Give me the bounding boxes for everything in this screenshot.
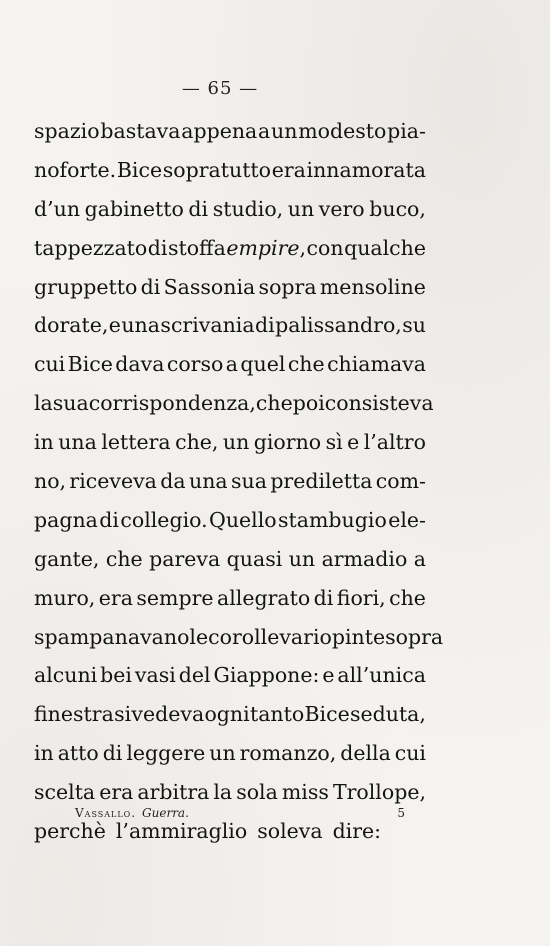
word: stambugio xyxy=(278,507,387,532)
word: gruppetto xyxy=(34,274,138,299)
text-line xyxy=(34,501,426,540)
word: scelta xyxy=(34,780,96,805)
word: muro, xyxy=(34,585,96,610)
word: vedeva xyxy=(131,702,205,727)
word: lettera xyxy=(101,430,171,455)
word: spazio xyxy=(34,119,100,143)
text-line xyxy=(34,540,426,579)
word: e xyxy=(347,430,360,455)
text-line xyxy=(34,190,426,229)
word: da xyxy=(160,469,186,494)
word: del xyxy=(178,663,211,688)
text-line xyxy=(34,112,426,151)
word: a xyxy=(258,119,271,143)
body-text xyxy=(34,112,444,851)
word: con xyxy=(306,235,344,260)
word: Bice xyxy=(67,352,113,377)
word: quasi xyxy=(226,546,283,571)
word: corolle xyxy=(208,624,280,649)
word: sì xyxy=(325,430,343,455)
word: su xyxy=(402,313,426,338)
word: in xyxy=(34,430,54,455)
word: di xyxy=(188,196,209,221)
word: cui xyxy=(394,741,426,766)
word: pareva xyxy=(149,546,221,571)
word: leggere xyxy=(126,741,206,766)
text-line xyxy=(34,579,426,618)
word: poi xyxy=(292,391,325,416)
word: innamorata xyxy=(306,157,426,182)
word: allegrato xyxy=(216,585,311,610)
word: noforte. xyxy=(34,157,117,182)
word: vasi xyxy=(134,663,176,688)
word: Sassonia xyxy=(163,274,256,299)
page-number: — 65 — xyxy=(181,78,259,99)
word: appena xyxy=(181,119,258,143)
word: soleva xyxy=(257,819,323,844)
word: armadio xyxy=(321,546,408,571)
word: una xyxy=(121,313,160,338)
word: arbitra xyxy=(137,780,210,805)
word: a xyxy=(413,546,426,571)
signature-mark: 5 xyxy=(397,806,405,820)
word: la xyxy=(34,391,53,416)
word: no, xyxy=(34,469,67,494)
word: collegio. xyxy=(120,507,208,532)
word: bastava xyxy=(100,119,181,143)
word: una xyxy=(58,430,97,455)
word: e xyxy=(108,313,121,338)
word: seduta, xyxy=(349,702,426,727)
footer-title: Guerra. xyxy=(142,806,189,820)
word: e xyxy=(322,663,335,688)
word: cui xyxy=(34,352,66,377)
word: quel xyxy=(240,352,286,377)
word: era xyxy=(271,157,306,182)
text-line xyxy=(34,423,426,462)
word: si xyxy=(114,702,132,727)
word: corrispondenza, xyxy=(88,391,256,416)
word: stoffa xyxy=(167,235,226,260)
word: un xyxy=(222,430,250,455)
word: tanto xyxy=(249,702,305,727)
word: che xyxy=(287,352,325,377)
word: sola xyxy=(236,780,278,805)
word: una xyxy=(189,469,228,494)
word: di xyxy=(99,507,119,532)
text-line xyxy=(34,306,426,345)
word: finestra xyxy=(34,702,114,727)
word: sopra xyxy=(385,624,444,649)
word: corso xyxy=(166,352,224,377)
word: sopra xyxy=(258,274,317,299)
word: buco, xyxy=(369,196,426,221)
word: alcuni xyxy=(34,663,98,688)
word: un xyxy=(287,196,315,221)
word: Trollope, xyxy=(332,780,426,805)
footer-author: Vassallo. xyxy=(75,806,137,820)
word: di xyxy=(255,313,275,338)
word: mensoline xyxy=(319,274,426,299)
word: spampanavano xyxy=(34,624,190,649)
text-line xyxy=(34,229,426,268)
word: atto xyxy=(57,741,99,766)
word: com- xyxy=(375,469,426,494)
word: Quello xyxy=(209,507,277,532)
word: dava xyxy=(115,352,165,377)
word: sopratutto xyxy=(162,157,272,182)
text-line xyxy=(34,618,444,657)
word: pagna xyxy=(34,507,98,532)
word: ele- xyxy=(388,507,426,532)
word: in xyxy=(34,741,54,766)
word: a xyxy=(225,352,238,377)
word: modesto xyxy=(298,119,387,143)
word: d’un xyxy=(34,196,81,221)
word: era xyxy=(99,780,134,805)
word: sempre xyxy=(136,585,214,610)
word: un xyxy=(209,741,236,766)
word: sua xyxy=(52,391,89,416)
word: prediletta xyxy=(270,469,373,494)
word: perchè xyxy=(34,819,106,844)
word: di xyxy=(140,274,161,299)
text-line xyxy=(34,462,426,501)
text-line xyxy=(34,384,434,423)
word: riceveva xyxy=(69,469,157,494)
word: palissandro, xyxy=(275,313,402,338)
word: che xyxy=(389,585,426,610)
text-line xyxy=(34,151,426,190)
word: dorate, xyxy=(34,313,109,338)
word: romanzo, xyxy=(239,741,337,766)
word: sua xyxy=(231,469,267,494)
word: consisteva xyxy=(324,391,434,416)
word: la xyxy=(213,780,233,805)
word: che, xyxy=(175,430,219,455)
text-line xyxy=(34,268,426,307)
word: Bice xyxy=(304,702,350,727)
word: tappezzato xyxy=(34,235,148,260)
word: della xyxy=(340,741,391,766)
word: miss xyxy=(281,780,329,805)
word: qualche xyxy=(344,235,426,260)
word: gabinetto xyxy=(84,196,184,221)
text-line xyxy=(34,734,426,773)
word: Bice xyxy=(116,157,163,182)
word: bei xyxy=(100,663,132,688)
word: di xyxy=(147,235,168,260)
word: di xyxy=(313,585,334,610)
word: che xyxy=(105,546,143,571)
word: chiamava xyxy=(327,352,426,377)
word: era xyxy=(98,585,133,610)
word: le xyxy=(189,624,209,649)
word: pia- xyxy=(387,119,426,143)
word: scrivania xyxy=(160,313,255,338)
word: fiori, xyxy=(336,585,386,610)
word: ogni xyxy=(204,702,250,727)
footer-credit xyxy=(75,806,189,820)
word: vero xyxy=(318,196,365,221)
word: di xyxy=(102,741,123,766)
word: dire: xyxy=(332,819,382,844)
text-line xyxy=(34,656,426,695)
word: l’ammiraglio xyxy=(115,819,248,844)
text-line xyxy=(34,695,426,734)
word: Giappone: xyxy=(213,663,320,688)
word: variopinte xyxy=(279,624,386,649)
text-line xyxy=(34,345,426,384)
word: un xyxy=(271,119,298,143)
word: all’unica xyxy=(337,663,426,688)
word: l’altro xyxy=(363,430,426,455)
word: giorno xyxy=(253,430,322,455)
word: gante, xyxy=(34,546,100,571)
word: che xyxy=(255,391,293,416)
page-footer xyxy=(75,806,405,820)
word: studio, xyxy=(212,196,284,221)
word: un xyxy=(288,546,316,571)
word: empire, xyxy=(226,235,307,260)
